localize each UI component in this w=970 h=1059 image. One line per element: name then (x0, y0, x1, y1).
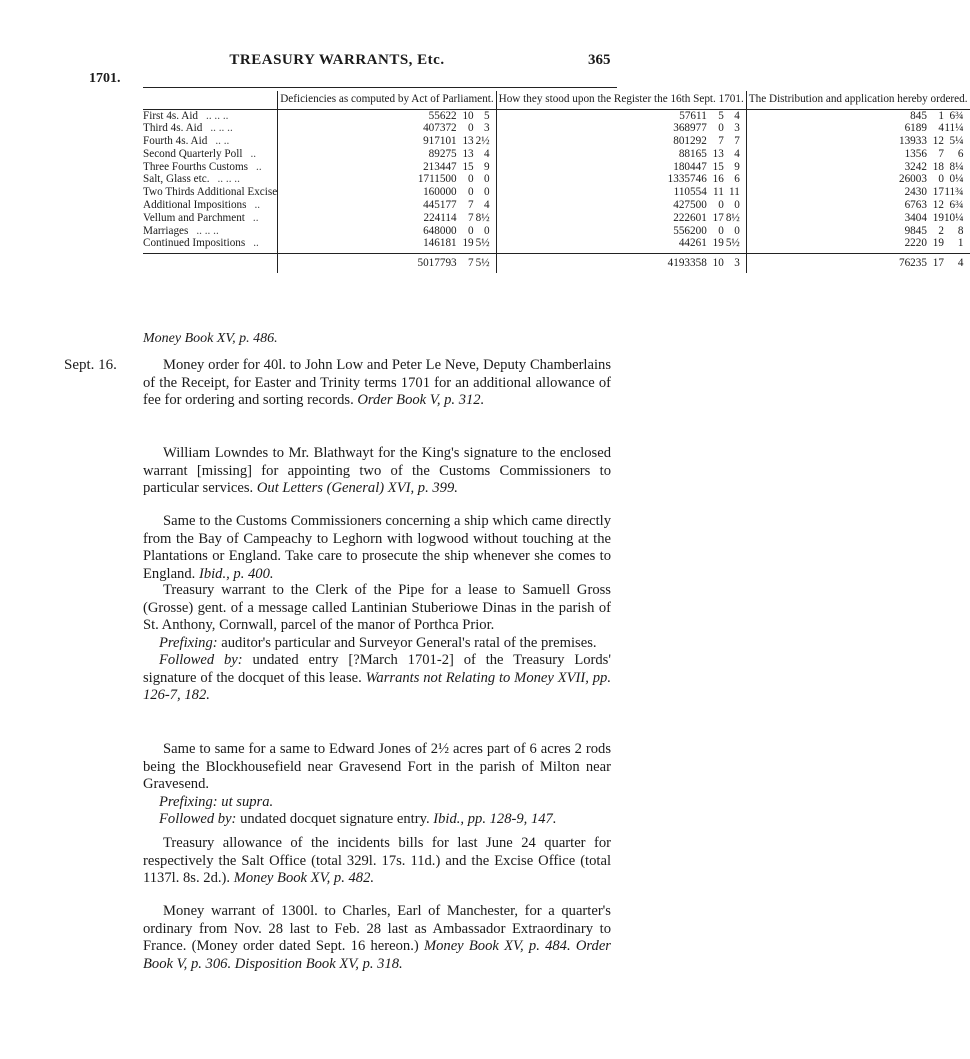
pence-cell: 4 (944, 254, 964, 273)
pence-cell: 11¼ (944, 122, 964, 135)
leader-dots: .. (252, 211, 259, 224)
pounds-cell: 3404 (746, 212, 927, 225)
pence-cell: 9 (734, 160, 740, 173)
shillings-cell: 0 (718, 224, 724, 237)
pence-cell: 0 (734, 224, 740, 237)
pounds-cell: 3242 (746, 161, 927, 174)
column-gap (964, 237, 970, 253)
pence-cell: 2½ (475, 135, 490, 148)
row-label-text: Two Thirds Additional Excise (143, 186, 278, 199)
pence-cell: 5¼ (949, 135, 964, 148)
prefixing-text: auditor's particular and Surveyor General's ratal of the premises. (221, 634, 597, 651)
shillings-cell: 17 (932, 186, 944, 199)
pence-cell: 10¼ (943, 211, 964, 224)
row-label-text: Third 4s. Aid (143, 122, 203, 135)
entry-reference: Money Book XV, p. 484. Order Book V, p. 306. Disposition Book XV, p. 318. (143, 938, 611, 972)
shillings-cell: 0 (468, 173, 474, 186)
margin-year: 1701. (89, 71, 121, 86)
pounds-cell: 1335746 (496, 173, 707, 186)
table-row (143, 122, 970, 135)
entry-incidents-bills (143, 835, 611, 888)
followed-by-label: Followed by: (159, 811, 237, 827)
entry-text: Money warrant of 1300l. to Charles, Earl of Manchester, for a quarter's ordinary from Nov. 28 last to Feb. 28 last as Ambassador Extraordinary to France. (Money order dated Sept. 16 hereon.) (143, 903, 611, 954)
pence-cell: 8 (957, 224, 964, 237)
pounds-cell: 180447 (496, 161, 707, 174)
pounds-cell: 44261 (496, 237, 707, 253)
table-row (143, 199, 970, 212)
column-gap (964, 173, 970, 186)
pence-cell: 0 (484, 173, 490, 186)
row-label-text: Marriages (143, 224, 189, 237)
row-label (143, 186, 278, 199)
pounds-cell: 445177 (278, 199, 457, 212)
shillings-cell: 19 (712, 237, 724, 250)
column-gap (964, 135, 970, 148)
prefixing-text: ut supra. (221, 793, 274, 810)
pence-cell: 5 (484, 109, 490, 122)
pence-cell: 11¾ (944, 186, 964, 199)
pence-cell: 6¾ (949, 199, 964, 212)
pounds-cell: 76235 (746, 254, 927, 273)
column-gap (964, 109, 970, 122)
pounds-cell: 146181 (278, 237, 457, 253)
pence-cell: 6 (957, 147, 964, 160)
pence-cell: 6 (734, 173, 740, 186)
pounds-cell: 222601 (496, 212, 707, 225)
pounds-cell: 801292 (496, 135, 707, 148)
row-label-text: Salt, Glass etc. (143, 173, 210, 186)
table-row (143, 225, 970, 238)
pence-cell: 5½ (474, 254, 490, 273)
row-label (143, 225, 278, 238)
entry-manchester-warrant (143, 903, 611, 973)
pounds-cell: 89275 (278, 148, 457, 161)
pounds-cell: 1356 (746, 148, 927, 161)
entry-lease-gross (143, 582, 611, 705)
pounds-cell: 427500 (496, 199, 707, 212)
row-label-text: Continued Impositions (143, 237, 246, 250)
row-label (143, 109, 278, 122)
shillings-cell: 7 (457, 254, 474, 273)
deficiency-table (143, 91, 970, 273)
pence-cell: 3 (734, 122, 740, 135)
pence-cell: 8¼ (949, 160, 964, 173)
pounds-cell: 6763 (746, 199, 927, 212)
column-gap (964, 254, 970, 273)
pence-cell: 4 (734, 147, 740, 160)
entry-lowndes-blathwayt (143, 445, 611, 498)
entry-text: Same to same for a same to Edward Jones of 2½ acres part of 6 acres 2 rods being the Blockhousefield near Gravesend Fort in the parish of Milton near Gravesend. (143, 741, 611, 792)
row-label-text: Additional Impositions (143, 199, 247, 212)
shillings-cell: 17 (712, 211, 724, 224)
pence-cell: 6¾ (949, 109, 964, 122)
row-label (143, 173, 278, 186)
pence-cell: 8½ (475, 211, 490, 224)
shillings-cell: 13 (462, 147, 474, 160)
shillings-cell: 7 (718, 135, 724, 148)
column-gap (964, 122, 970, 135)
row-label (143, 135, 278, 148)
pence-cell: 0¼ (949, 173, 964, 186)
pence-cell: 4 (484, 199, 490, 212)
pounds-cell: 224114 (278, 212, 457, 225)
pounds-cell: 845 (746, 109, 927, 122)
table-row (143, 135, 970, 148)
entry-reference: Ibid., p. 400. (198, 565, 274, 582)
pence-cell: 8½ (725, 211, 740, 224)
column-header-deficiencies: Deficiencies as computed by Act of Parliament. (278, 91, 496, 109)
pounds-cell: 556200 (496, 225, 707, 238)
table-source-reference: Money Book XV, p. 486. (143, 331, 278, 346)
shillings-cell: 0 (718, 122, 724, 135)
pence-cell: 11 (729, 186, 740, 199)
entry-reference: Order Book V, p. 312. (357, 392, 485, 408)
leader-dots: .. (256, 160, 262, 173)
table-row (143, 161, 970, 174)
row-label-text: Vellum and Parchment (143, 211, 245, 224)
shillings-cell: 18 (932, 160, 944, 173)
followed-by-label: Followed by: (159, 652, 243, 668)
shillings-cell: 15 (712, 160, 724, 173)
shillings-cell: 19 (462, 237, 474, 250)
row-label (143, 122, 278, 135)
entry-text: Treasury allowance of the incidents bills for last June 24 quarter for respectively the Salt Office (total 329l. 17s. 11d.) and the Excise Office (total 1137l. 8s. 2d.). (143, 835, 611, 886)
leader-dots: .. .. .. (217, 173, 240, 186)
pounds-cell: 407372 (278, 122, 457, 135)
pounds-cell: 648000 (278, 225, 457, 238)
entry-text: William Lowndes to Mr. Blathwayt for the King's signature to the enclosed warrant [missing] for appointing two of the Customs Commissioners to particular services. (143, 445, 611, 496)
pounds-cell: 2430 (746, 186, 927, 199)
pounds-cell: 160000 (278, 186, 457, 199)
pence-cell: 0 (734, 199, 740, 212)
pence-cell: 1 (957, 237, 964, 250)
pounds-cell: 213447 (278, 161, 457, 174)
shillings-cell: 16 (712, 173, 724, 186)
shillings-cell: 10 (462, 109, 474, 122)
shillings-cell: 4 (938, 122, 944, 135)
leader-dots: .. (253, 237, 259, 250)
pounds-cell: 368977 (496, 122, 707, 135)
entry-text: Treasury warrant to the Clerk of the Pipe for a lease to Samuell Gross (Grosse) gent. of a message called Lantinian Stuberiowe Dinas in the parish of St. Anthony, Cornwall, parcel of the manor of Porthca Prior. (143, 582, 611, 633)
column-header-register: How they stood upon the Register the 16th Sept. 1701. (496, 91, 746, 109)
leader-dots: .. .. .. (210, 122, 233, 135)
table-row (143, 186, 970, 199)
shillings-cell: 0 (938, 173, 944, 186)
shillings-cell: 7 (468, 199, 474, 212)
pounds-cell: 2220 (746, 237, 927, 253)
row-label-text: Second Quarterly Poll (143, 147, 243, 160)
pounds-cell: 5017793 (278, 254, 457, 273)
entry-text: Same to the Customs Commissioners concerning a ship which came directly from the Bay of Campeachy to Leghorn with logwood without touching at the Plantations or England. Take care to prosecute the ship whenever she comes to England. (143, 513, 611, 582)
entry-lease-jones (143, 741, 611, 829)
shillings-cell: 0 (718, 199, 724, 212)
table-row (143, 212, 970, 225)
followed-by-text: undated entry [?March 1701-2] of the Treasury Lords' signature of the docquet of this lease. (143, 652, 611, 686)
running-head-title: TREASURY WARRANTS, Etc. (229, 52, 445, 68)
pence-cell: 3 (484, 122, 490, 135)
table-row (143, 237, 970, 253)
leader-dots: .. .. .. (196, 224, 219, 237)
entry-reference: Out Letters (General) XVI, p. 399. (256, 480, 458, 496)
shillings-cell: 10 (707, 254, 724, 273)
leader-dots: .. (250, 147, 257, 160)
row-label-text: First 4s. Aid (143, 109, 199, 122)
shillings-cell: 17 (927, 254, 944, 273)
shillings-cell: 5 (718, 109, 724, 122)
row-label-text: Three Fourths Customs (143, 160, 249, 173)
shillings-cell: 12 (932, 135, 944, 148)
prefixing-label: Prefixing: (159, 634, 218, 651)
column-gap (964, 161, 970, 174)
entry-reference: Ibid., pp. 128-9, 147. (433, 811, 557, 827)
shillings-cell: 12 (932, 199, 944, 212)
leader-dots: .. (254, 199, 261, 212)
pounds-cell: 917101 (278, 135, 457, 148)
shillings-cell: 0 (468, 186, 474, 199)
header-rule (143, 87, 617, 88)
entry-money-order-low-leneve (143, 357, 611, 410)
pounds-cell: 57611 (496, 109, 707, 122)
pounds-cell: 13933 (746, 135, 927, 148)
prefixing-label: Prefixing: (159, 793, 218, 810)
page-number: 365 (588, 52, 611, 68)
pounds-cell: 6189 (746, 122, 927, 135)
row-label (143, 212, 278, 225)
table-row (143, 148, 970, 161)
entry-reference: Warrants not Relating to Money XVII, pp. 126-7, 182. (143, 669, 611, 703)
row-label-text: Fourth 4s. Aid (143, 135, 208, 148)
entry-reference: Money Book XV, p. 482. (233, 870, 375, 886)
shillings-cell: 1 (938, 109, 944, 122)
column-header-distribution: The Distribution and application hereby ordered. (746, 91, 969, 109)
shillings-cell: 13 (462, 135, 474, 148)
row-label (143, 148, 278, 161)
column-gap (964, 186, 970, 199)
totals-row (143, 254, 970, 273)
pence-cell: 5½ (725, 237, 740, 250)
leader-dots: .. .. (215, 135, 230, 148)
row-label (143, 161, 278, 174)
pounds-cell: 110554 (496, 186, 707, 199)
table-row (143, 109, 970, 122)
shillings-cell: 11 (713, 186, 724, 199)
shillings-cell: 19 (932, 237, 944, 250)
shillings-cell: 19 (932, 211, 944, 224)
shillings-cell: 0 (468, 122, 474, 135)
row-label (143, 199, 278, 212)
shillings-cell: 13 (712, 147, 724, 160)
row-label (143, 237, 278, 253)
column-gap (964, 199, 970, 212)
entry-customs-ship (143, 513, 611, 583)
pounds-cell: 88165 (496, 148, 707, 161)
followed-by-text: undated docquet signature entry. (240, 811, 430, 827)
totals-label (143, 254, 278, 273)
table-row (143, 173, 970, 186)
pence-cell: 9 (484, 160, 490, 173)
shillings-cell: 7 (468, 211, 474, 224)
shillings-cell: 7 (938, 147, 944, 160)
pounds-cell: 9845 (746, 225, 927, 238)
entry-text: Money order for 40l. to John Low and Peter Le Neve, Deputy Chamberlains of the Receipt, for Easter and Trinity terms 1701 for an additional allowance of fee for ordering and sorting records. (143, 357, 611, 408)
pence-cell: 7 (734, 135, 740, 148)
shillings-cell: 0 (468, 224, 474, 237)
table-header-row (143, 91, 970, 109)
entry-date: Sept. 16. (64, 357, 117, 373)
pounds-cell: 4193358 (496, 254, 707, 273)
pence-cell: 4 (734, 109, 740, 122)
pence-cell: 4 (484, 147, 490, 160)
pounds-cell: 26003 (746, 173, 927, 186)
column-gap (964, 148, 970, 161)
shillings-cell: 15 (462, 160, 474, 173)
column-gap (964, 225, 970, 238)
pence-cell: 5½ (475, 237, 490, 250)
pounds-cell: 55622 (278, 109, 457, 122)
pence-cell: 3 (724, 254, 740, 273)
pence-cell: 0 (484, 224, 490, 237)
column-gap (964, 212, 970, 225)
shillings-cell: 2 (938, 224, 944, 237)
leader-dots: .. .. .. (206, 109, 229, 122)
pounds-cell: 1711500 (278, 173, 457, 186)
pence-cell: 0 (484, 186, 490, 199)
